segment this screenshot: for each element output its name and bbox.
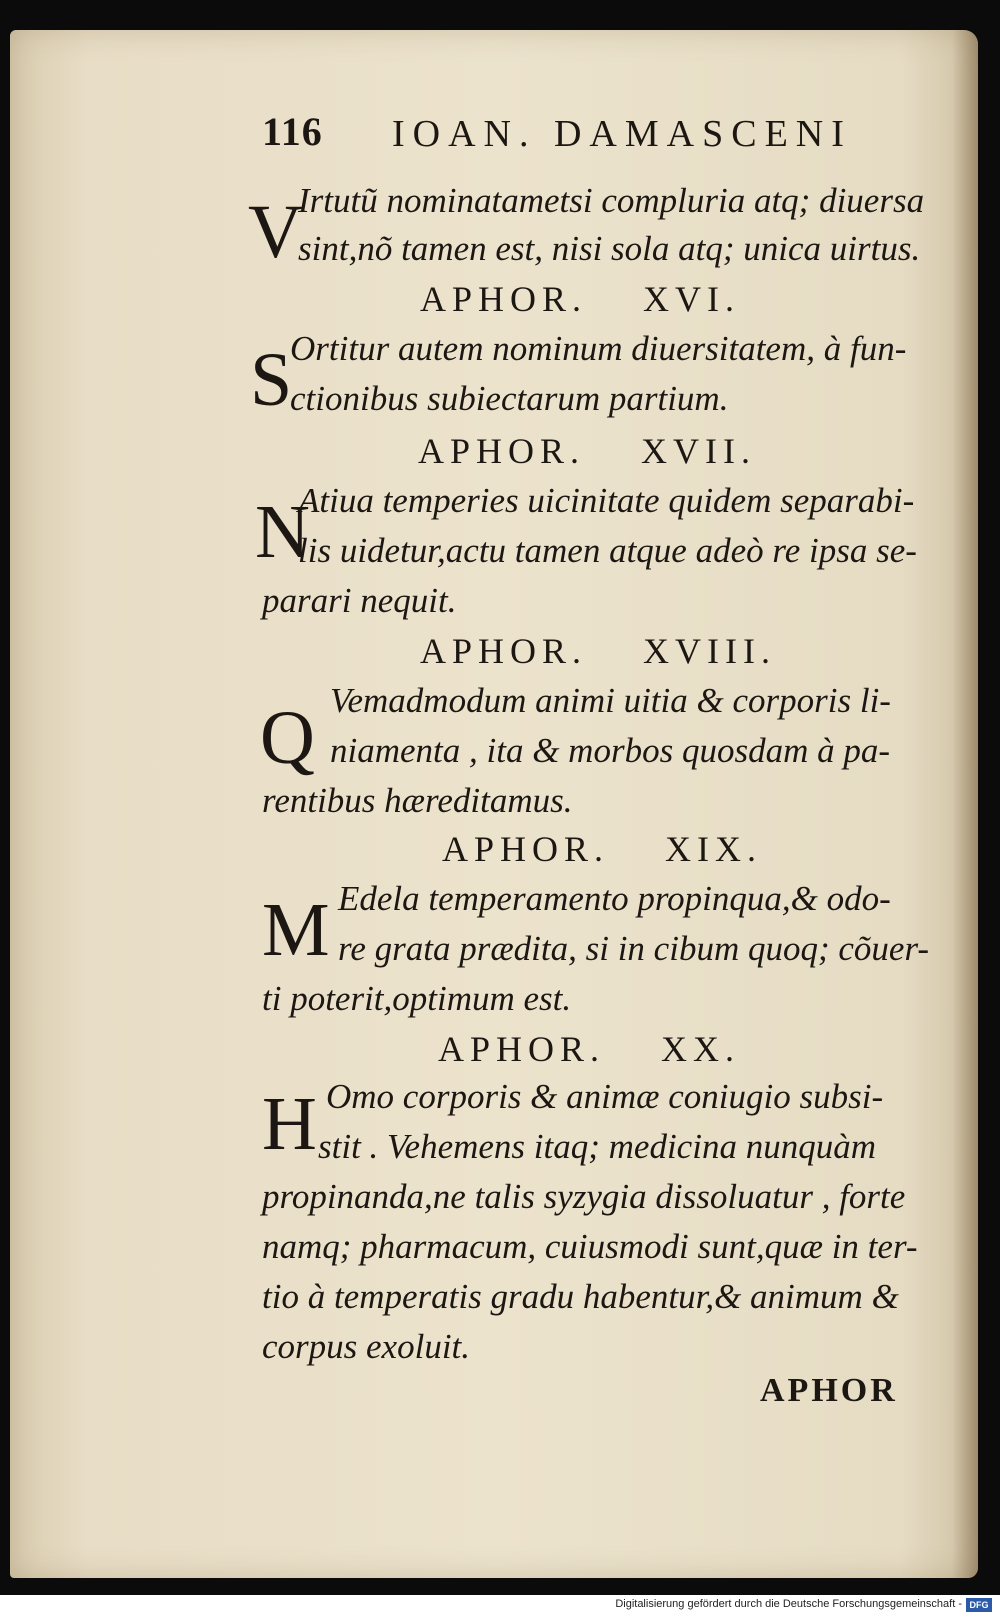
running-head <box>262 108 922 158</box>
aphorism-label: APHOR. <box>418 431 586 471</box>
aphorism-label: APHOR. <box>438 1029 606 1069</box>
text-line: stit . Vehemens itaq; medicina nunquàm <box>318 1127 876 1166</box>
dropcap: M <box>262 888 330 972</box>
text-line: Edela temperamento propinqua,& odo- <box>338 879 891 918</box>
text-line: re grata prædita, si in cibum quoq; cõuer- <box>338 929 930 968</box>
aphorism-number: XVI. <box>643 279 741 319</box>
aphorism-label: APHOR. <box>420 631 588 671</box>
aphorism-heading <box>420 278 740 324</box>
aphorism-heading <box>418 430 756 476</box>
dropcap: Q <box>260 696 315 780</box>
text-line: propinanda,ne talis syzygia dissoluatur , forte <box>262 1177 906 1216</box>
text-line: ti poterit,optimum est. <box>262 979 572 1018</box>
aphorism-heading <box>420 630 776 676</box>
text-line: Irtutũ nominatametsi compluria atq; diuersa <box>298 181 925 220</box>
page-number: 116 <box>262 109 323 154</box>
dropcap: S <box>250 338 293 422</box>
aphorism-heading <box>438 1028 740 1074</box>
aphorism-label: APHOR. <box>420 279 588 319</box>
text-line: parari nequit. <box>262 581 457 620</box>
text-line: tio à temperatis gradu habentur,& animum & <box>262 1277 899 1316</box>
aphorism-heading <box>442 828 762 874</box>
text-line: lis uidetur,actu tamen atque adeò re ipsa se- <box>298 531 917 570</box>
page-edge-shadow <box>952 30 978 1578</box>
text-line: Atiua temperies uicinitate quidem separabi- <box>298 481 915 520</box>
aphorism-number: XX. <box>661 1029 741 1069</box>
text-line: rentibus hæreditamus. <box>262 781 573 820</box>
text-line: sint,nõ tamen est, nisi sola atq; unica uirtus. <box>298 229 921 268</box>
dropcap: H <box>262 1082 317 1166</box>
catchword: APHOR <box>760 1372 898 1409</box>
aphorism-label: APHOR. <box>442 829 610 869</box>
running-title: IOAN. DAMASCENI <box>392 113 852 155</box>
text-line: Omo corporis & animæ coniugio subsi- <box>326 1077 884 1116</box>
text-line: ctionibus subiectarum partium. <box>290 379 729 418</box>
dropcap: V <box>248 190 303 274</box>
text-line: niamenta , ita & morbos quosdam à pa- <box>330 731 890 770</box>
digitization-credit: Digitalisierung gefördert durch die Deutsche Forschungsgemeinschaft - <box>615 1598 962 1610</box>
dropcap: N <box>255 490 310 574</box>
aphorism-number: XIX. <box>665 829 763 869</box>
dfg-logo: DFG <box>966 1598 992 1612</box>
text-line: Vemadmodum animi uitia & corporis li- <box>330 681 891 720</box>
text-line: corpus exoluit. <box>262 1327 471 1366</box>
aphorism-number: XVII. <box>641 431 757 471</box>
aphorism-number: XVIII. <box>643 631 776 671</box>
text-line: namq; pharmacum, cuiusmodi sunt,quæ in ter- <box>262 1227 918 1266</box>
text-line: Ortitur autem nominum diuersitatem, à fun- <box>290 329 907 368</box>
